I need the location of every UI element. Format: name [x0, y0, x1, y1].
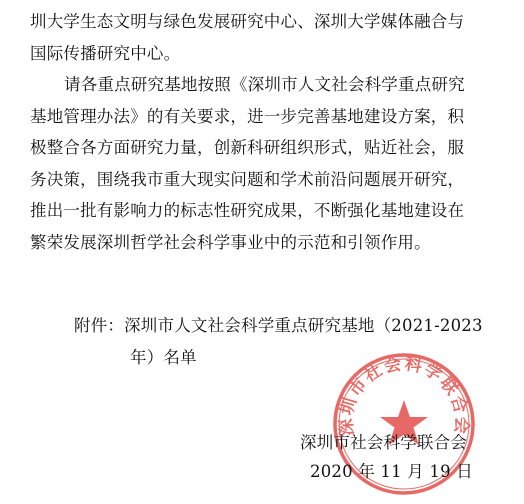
paragraph-line-1: 圳大学生态文明与绿色发展研究中心、深圳大学媒体融合与 — [30, 12, 465, 31]
paragraph-line-4: 基地管理办法》的有关要求，进一步完善基地建设方案，积 — [30, 107, 465, 126]
attachment-line-2: 年）名单 — [130, 348, 197, 367]
paragraph-line-5: 极整合各方面研究力量，创新科研组织形式，贴近社会，服 — [30, 138, 465, 157]
signature-organization: 深圳市社会科学联合会 — [300, 433, 467, 452]
paragraph-line-3: 请各重点研究基地按照《深圳市人文社会科学重点研究 — [64, 75, 465, 94]
signature-date: 2020 年 11 月 19 日 — [310, 462, 473, 481]
attachment-line-1: 附件：深圳市人文社会科学重点研究基地（2021-2023 — [74, 316, 483, 335]
seal-text: 深圳市社会科学联合会 — [336, 354, 472, 437]
paragraph-line-6: 务决策，围绕我市重大现实问题和学术前沿问题展开研究， — [30, 170, 465, 189]
paragraph-line-7: 推出一批有影响力的标志性研究成果，不断强化基地建设在 — [30, 201, 465, 220]
paragraph-line-2: 国际传播研究中心。 — [30, 44, 181, 63]
paragraph-line-8: 繁荣发展深圳哲学社会科学事业中的示范和引领作用。 — [30, 233, 431, 252]
